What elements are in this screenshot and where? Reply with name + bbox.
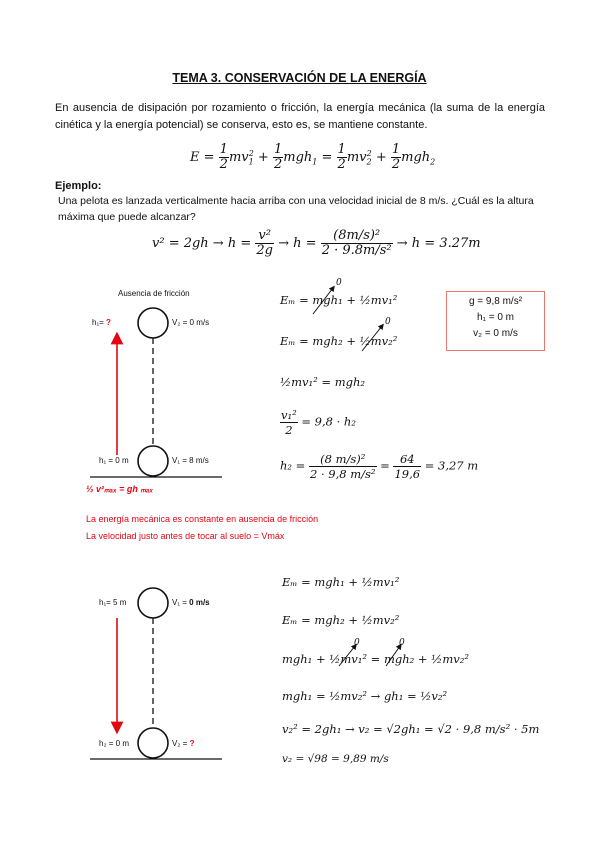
page-title: TEMA 3. CONSERVACIÓN DE LA ENERGÍA	[172, 71, 427, 85]
zero-mark-3: 0	[354, 638, 360, 648]
given-h1: h₁ = 0 m	[476, 312, 514, 323]
zero-mark-1: 0	[336, 278, 342, 288]
red-formula: ½ v²ₘₐₓ = gh ₘₐₓ	[86, 484, 154, 494]
example-text: Una pelota es lanzada verticalmente hacia arriba con una velocidad inicial de 8 m/s. ¿Cuál es la altura máxima que puede alcanzar?	[58, 195, 534, 223]
step1-line2: Eₘ = mgh₂ + ½mv₂²	[280, 334, 398, 348]
step2-line4: mgh₁ = ½mv₂² → gh₁ = ½v₂²	[282, 689, 448, 703]
step1-line5: h₂ = $\frac{\text{(8 m/s)²}}{\text{2 · 9,8 m/s²}}$ = $\frac{64}{19,6}$ = 3,27 m	[280, 452, 479, 481]
given-v2: v₂ = 0 m/s	[473, 328, 518, 339]
given-g: g = 9,8 m/s²	[468, 296, 523, 307]
v2-label-2: V₂ = ?	[172, 739, 195, 748]
ball-top-1	[138, 308, 168, 338]
main-equation: E = $\frac{1}{2}$ $mv_1^2$ + $\frac{1}{2}$ mgh$_1$ = $\frac{1}{2}$ $mv_2^2$ + $\frac{1}{2}$ mgh$_2$	[190, 142, 436, 172]
ball-bottom-2	[138, 728, 168, 758]
h1-label-2: h₁= 5 m	[99, 598, 127, 607]
step2-line2: Eₘ = mgh₂ + ½mv₂²	[282, 613, 400, 627]
ball-top-2	[138, 588, 168, 618]
step1-line3: ½mv₁² = mgh₂	[280, 375, 365, 389]
v-bottom-label-1: V₁ = 8 m/s	[172, 456, 209, 465]
v2-top-label: V₂ = 0 m/s	[172, 318, 210, 327]
example-equation: v² = 2gh → h = $\frac{\text{v²}}{2g}$ → h = $\frac{\text{(8m/s)²}}{\text{2 · 9.8m/s²}}$ → h = 3.27m	[152, 228, 481, 258]
red-note-1: La energía mecánica es constante en ausencia de fricción	[86, 514, 319, 524]
given-values-box	[446, 291, 545, 351]
red-note-2: La velocidad justo antes de tocar al suelo = Vmáx	[86, 531, 285, 541]
ball-bottom-1	[138, 446, 168, 476]
diagram1-caption: Ausencia de fricción	[118, 289, 190, 298]
v1-label-2: V₁ = 0 m/s	[172, 598, 210, 607]
intro-paragraph: En ausencia de disipación por rozamiento o fricción, la energía mecánica (la suma de la energía cinética y la energía potencial) se conserva, esto es, se mantiene constante.	[55, 102, 545, 131]
h-bottom-label-1: h₁ = 0 m	[99, 456, 129, 465]
step2-line5: v₂² = 2gh₁ → v₂ = √2gh₁ = √2 · 9,8 m/s² · 5m	[282, 722, 540, 736]
example-label: Ejemplo:	[55, 180, 102, 192]
step2-line1: Eₘ = mgh₁ + ½mv₁²	[282, 575, 400, 589]
step2-line6: v₂ = √98 = 9,89 m/s	[282, 753, 389, 765]
h1-label-1: h₁= ?	[92, 318, 111, 327]
step1-line1: Eₘ = mgh₁ + ½mv₁²	[280, 293, 398, 307]
h2-label-2: h₂ = 0 m	[99, 739, 130, 748]
zero-mark-2: 0	[385, 317, 391, 327]
step1-line4: $\frac{\text{v₁²}}{2}$ = 9,8 · h₂	[281, 408, 356, 437]
step2-line3: mgh₁ + ½mv₁² = mgh₂ + ½mv₂²	[282, 652, 469, 666]
zero-mark-4: 0	[399, 638, 405, 648]
